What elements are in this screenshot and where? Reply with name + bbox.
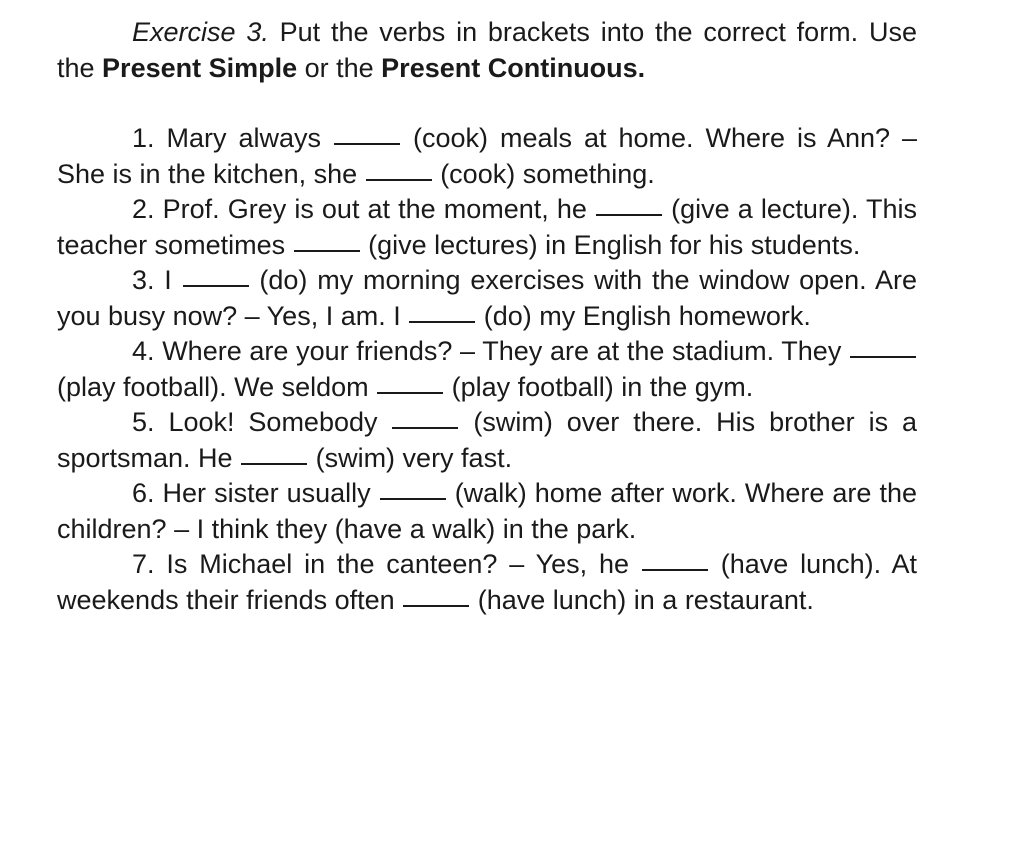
answer-blank	[409, 320, 475, 323]
answer-blank	[850, 355, 916, 358]
item-text: (give lectures) in English for his students.	[360, 229, 861, 260]
item-text: (swim) very fast.	[308, 442, 513, 473]
exercise-item-1	[57, 121, 917, 192]
exercise-item-4	[57, 334, 917, 405]
exercise-page	[57, 15, 917, 618]
answer-blank	[241, 462, 307, 465]
heading-text: Put the verbs in brackets into the correct form. Use the	[57, 17, 917, 83]
item-text: (do) my English homework.	[476, 300, 811, 331]
answer-blank	[392, 426, 458, 429]
item-text: (do) my morning exercises with the window open. Are you busy now? – Yes, I am. I	[57, 265, 917, 331]
answer-blank	[366, 178, 432, 181]
answer-blank	[403, 604, 469, 607]
item-text: 6. Her sister usually	[132, 478, 379, 508]
answer-blank	[183, 284, 249, 287]
answer-blank	[596, 213, 662, 216]
item-text: (swim) over there. His brother is a sportsman. He	[57, 407, 918, 473]
item-text: 3. I	[132, 265, 182, 295]
item-text: (cook) meals at home. Where is Ann? – She is in the kitchen, she	[57, 123, 917, 189]
answer-blank	[377, 391, 443, 394]
item-text: 7. Is Michael in the canteen? – Yes, he	[132, 549, 641, 579]
item-text: (have lunch) in a restaurant.	[470, 584, 814, 615]
item-text: (walk) home after work. Where are the children? – I think they (have a walk) in the park.	[57, 478, 917, 544]
answer-blank	[642, 568, 708, 571]
item-text: (cook) something.	[432, 158, 655, 189]
heading-text: or the	[297, 52, 382, 83]
item-text: (play football). We seldom	[57, 371, 377, 402]
exercise-item-5	[57, 405, 917, 476]
exercise-item-3	[57, 263, 917, 334]
exercise-item-7	[57, 547, 917, 618]
item-text: (play football) in the gym.	[444, 371, 754, 402]
answer-blank	[334, 142, 400, 145]
item-text: 5. Look! Somebody	[132, 407, 392, 437]
exercise-item-6	[57, 476, 917, 547]
item-text: 1. Mary always	[132, 123, 333, 153]
item-text: (have lunch). At weekends their friends often	[57, 549, 917, 615]
present-continuous-term: Present Continuous.	[381, 52, 646, 83]
item-text: (give a lecture). This teacher sometimes	[57, 194, 917, 260]
answer-blank	[380, 497, 446, 500]
present-simple-term: Present Simple	[102, 52, 298, 83]
item-text: 2. Prof. Grey is out at the moment, he	[132, 194, 596, 224]
exercise-item-2	[57, 192, 917, 263]
exercise-heading	[57, 15, 917, 86]
answer-blank	[294, 249, 360, 252]
item-text: 4. Where are your friends? – They are at the stadium. They	[132, 336, 849, 366]
exercise-label: Exercise 3.	[132, 17, 269, 47]
